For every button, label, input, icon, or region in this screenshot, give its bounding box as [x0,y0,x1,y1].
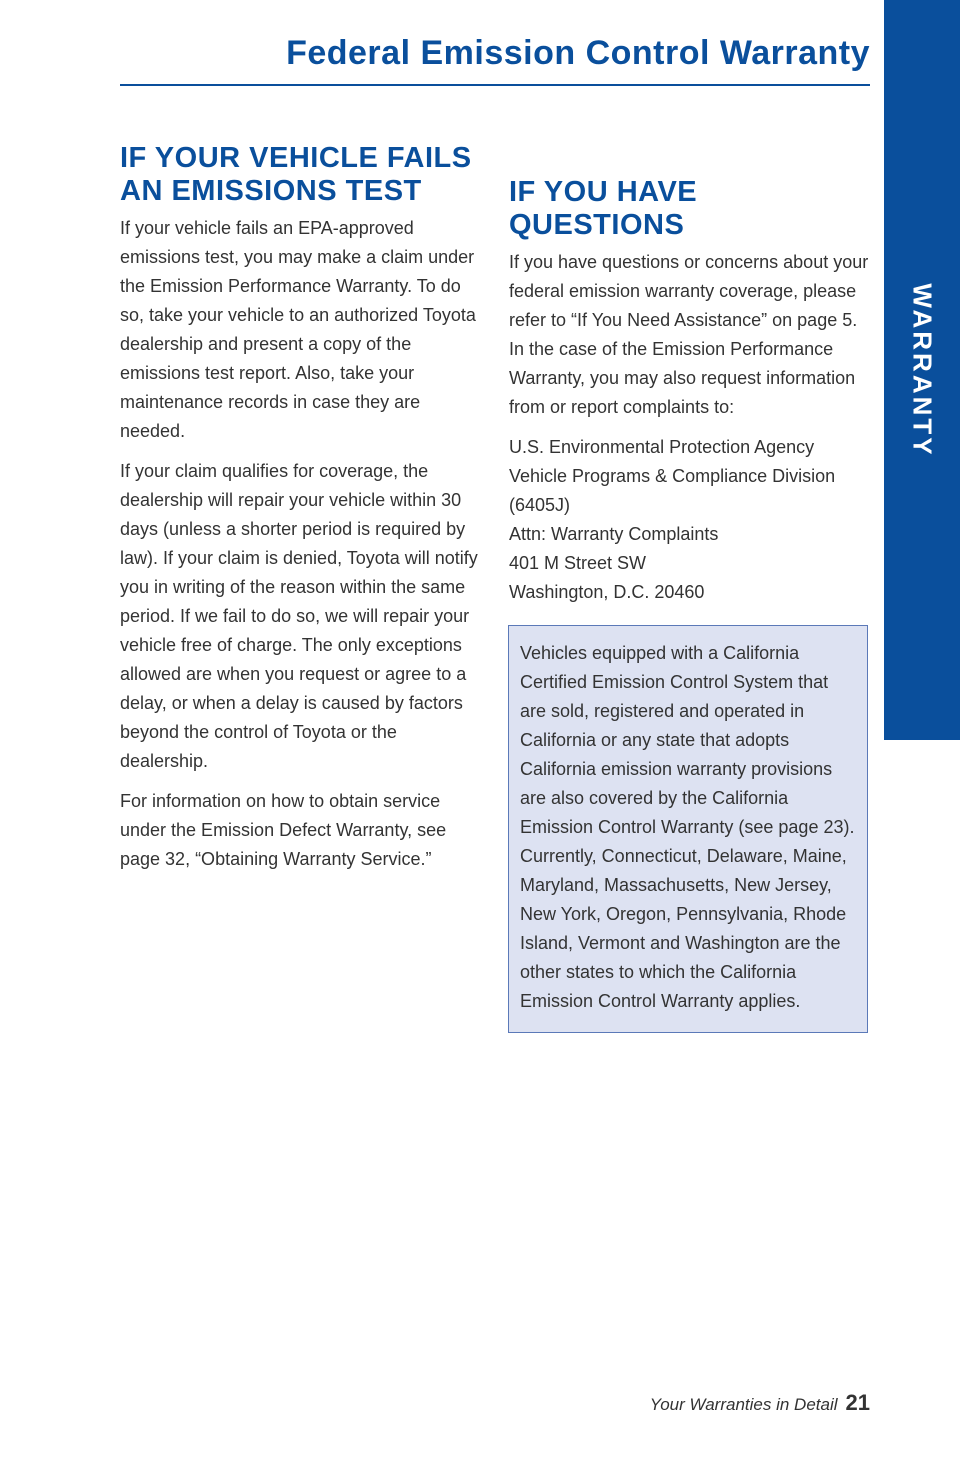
left-paragraph: If your vehicle fails an EPA-approved emissions test, you may make a claim under the Emission Performance Warranty. To do so, take your vehicle to an authorized Toyota dealership and present a copy of the emissions test report. Also, take your maintenance records in case they are needed. [120,218,476,441]
epa-address [509,433,869,607]
left-section-heading [120,142,482,208]
address-line: Attn: Warranty Complaints [509,524,719,544]
address-line: Washington, D.C. 20460 [509,582,705,602]
side-tab-label: WARRANTY [907,282,938,458]
side-tab [884,280,960,460]
left-heading-line-2: AN EMISSIONS TEST [120,175,422,207]
page-title: Federal Emission Control Warranty [286,34,870,72]
address-line: U.S. Environmental Protection Agency [509,437,815,457]
address-line: Vehicle Programs & Compliance Division [509,466,836,486]
left-paragraph: If your claim qualifies for coverage, the dealership will repair your vehicle within 30 days (unless a shorter period is required by law). If your claim is denied, Toyota will notify you in writing of the reason within the same period. If we fail to do so, we will repair your vehicle free of charge. The only exceptions allowed are when you request or agree to a delay, or when a delay is caused by factors beyond the control of Toyota or the dealership. [120,461,478,771]
footer-label: Your Warranties in Detail [649,1395,838,1414]
california-note-box [508,625,868,1033]
address-line: (6405J) [509,495,571,515]
right-paragraph: If you have questions or concerns about your federal emission warranty coverage, please refer to “If You Need Assistance” on page 5. In the case of the Emission Performance Warranty, you may also request information from or report complaints to: [509,252,869,417]
left-heading-line-1: IF YOUR VEHICLE FAILS [120,142,472,174]
title-divider [120,84,870,86]
address-line: 401 M Street SW [509,553,647,573]
page-number: 21 [845,1390,870,1415]
right-column [509,176,869,607]
left-paragraph: For information on how to obtain service under the Emission Defect Warranty, see page 32, “Obtaining Warranty Service.” [120,791,447,869]
california-note-text: Vehicles equipped with a California Certified Emission Control System that are sold, registered and operated in California or any state that adopts California emission warranty provisions are also covered by the California Emission Control Warranty (see page 23). Currently, Connecticut, Delaware, Maine, Maryland, Massachusetts, New Jersey, New York, Oregon, Pennsylvania, Rhode Island, Vermont and Washington are the other states to which the California Emission Control Warranty applies. [520,643,855,1011]
right-section-heading: IF YOU HAVE QUESTIONS [509,176,698,241]
page-footer [650,1390,870,1416]
left-column [120,142,482,885]
